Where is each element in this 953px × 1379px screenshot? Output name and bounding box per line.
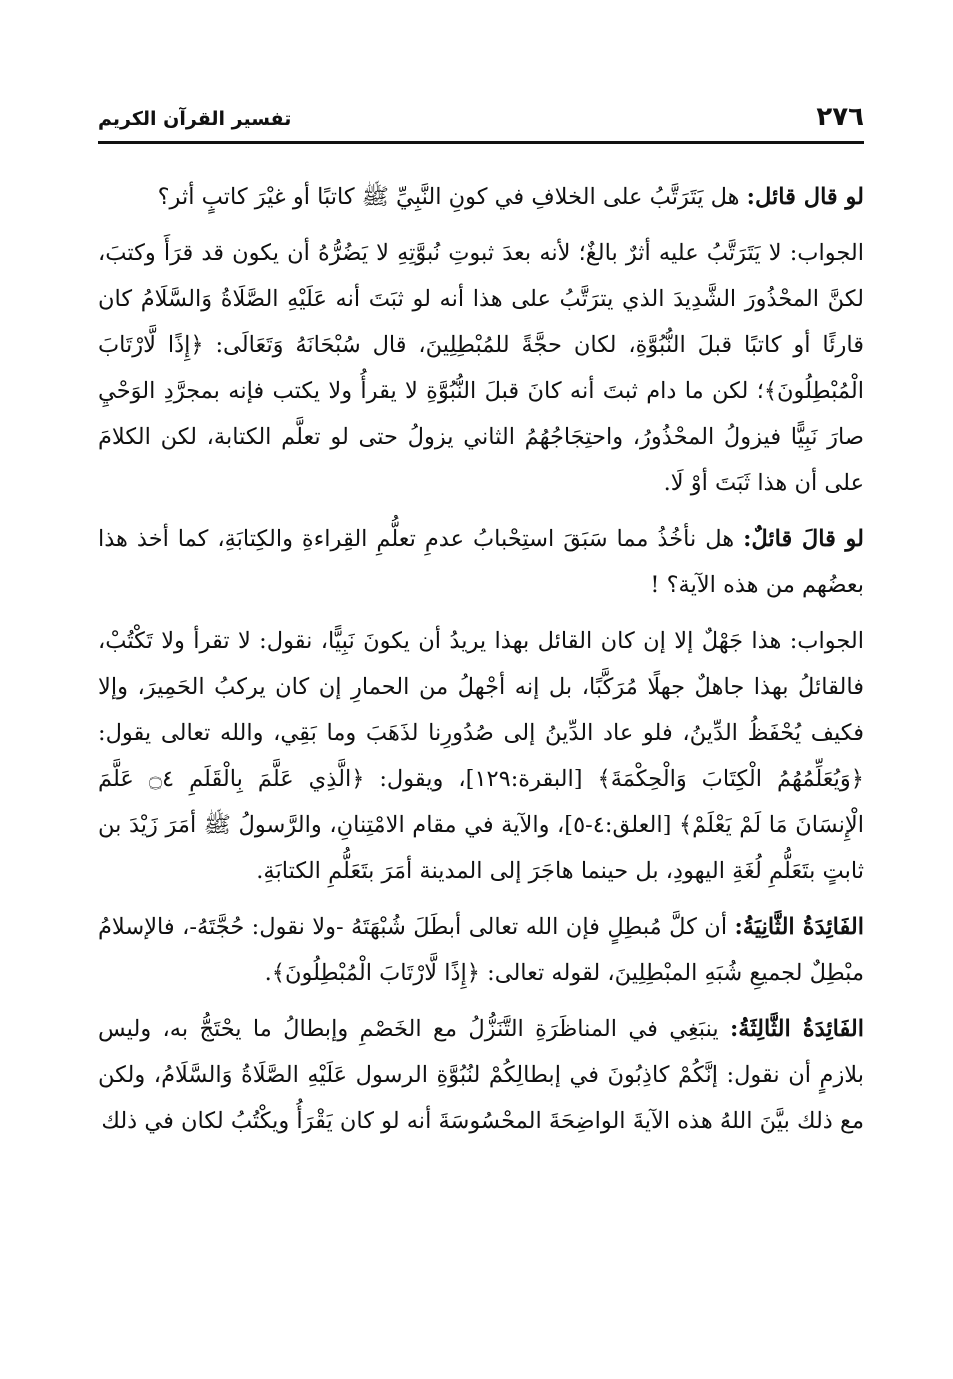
paragraph-text: أن كلَّ مُبطِلٍ فإن الله تعالى أبطَلَ شُبْهَتَهُ -ولا نقول: حُجَّتَهُ-، فالإسلامُ مبْطِلٌ لجميعِ شُبَهِ المبْطِلِينَ، لقوله تعالى: ﴿إِذًا لَّارْتَابَ الْمُبْطِلُونَ﴾. bbox=[98, 914, 864, 986]
paragraph bbox=[98, 230, 864, 506]
paragraph bbox=[98, 516, 864, 608]
page-header bbox=[98, 100, 864, 144]
paragraph-text: هل يَتَرَتَّبُ على الخلافِ في كونِ النَّبِيِّ ﷺ كاتبًا أو غيْرَ كاتبٍ أثر؟ bbox=[157, 184, 747, 210]
paragraph bbox=[98, 618, 864, 894]
paragraph bbox=[98, 1006, 864, 1144]
paragraph bbox=[98, 174, 864, 220]
paragraph-text: الجواب: هذا جَهْلٌ إلا إن كان القائل بهذا يريدُ أن يكونَ نَبِيًّا، نقول: لا تقرأ ولا تَكْتُبْ، فالقائلُ بهذا جاهلٌ جهلًا مُرَكَّبًا، بل إنه أجْهلُ من الحمارِ إن كان يركبُ الحَمِيرَ، وإلا فكيف يُحْفَظُ الدِّينُ، فلو عاد الدِّينُ إلى صُدُورِنا لذَهَبَ وما بَقِي، والله تعالى يقول: ﴿وَيُعَلِّمُهُمُ الْكِتَابَ وَالْحِكْمَةَ﴾ [البقرة:١٢٩]، ويقول: ﴿الَّذِي عَلَّمَ بِالْقَلَمِ ۝٤ عَلَّمَ الْإِنسَانَ مَا لَمْ يَعْلَمْ﴾ [العلق:٤-٥]، والآية في مقام الامْتِنانِ، والرَّسولُ ﷺ أمَرَ زَيْدَ بن ثابتٍ بتَعَلُّمِ لُغَةِ اليهودِ، بل حينما هاجَرَ إلى المدينة أمَرَ بتَعَلُّمِ الكتابَةِ. bbox=[98, 628, 864, 884]
paragraph bbox=[98, 904, 864, 996]
paragraph-lead: الفَائِدَةُ الثَّانِيَةُ: bbox=[734, 914, 864, 940]
book-title: تفسير القرآن الكريم bbox=[98, 108, 292, 130]
paragraph-lead: لو قال قائل: bbox=[746, 184, 864, 210]
paragraph-text: الجواب: لا يَتَرَتَّبُ عليه أثرٌ بالغٌ؛ لأنه بعدَ ثبوتِ نُبوَّتِهِ لا يَضُرُّهُ أن يكون قد قرَأَ وكتبَ، لكنَّ المحْذُورَ الشَّدِيدَ الذي يترَتَّبُ على هذا أنه لو ثبَتَ أنه عَلَيْهِ الصَّلَاةُ وَالسَّلَامُ كان قارئًا أو كاتبًا قبلَ النُّبُوَّةِ، لكان حجَّةً للمُبْطِلِينَ، قال سُبْحَانَهُ وَتَعَالَى: ﴿إِذًا لَّارْتَابَ الْمُبْطِلُونَ﴾؛ لكن ما دام ثبتَ أنه كانَ قبلَ النُّبُوَّةِ لا يقرأُ ولا يكتب فإنه بمجرَّدِ الوَحْيِ صارَ نَبِيًّا فيزولُ المحْذُورُ، واحتِجَاجُهُمُ الثاني يزولُ حتى لو تعلَّم الكتابة، لكن الكلامَ على أن هذا ثَبَتَ أوْ لَا. bbox=[98, 240, 864, 496]
paragraph-lead: لو قالَ قائلٌ: bbox=[743, 526, 865, 552]
paragraph-text: ينبَغِي في المناظَرَةِ التَّنَزُّلُ مع الخَصْمِ وإبطالُ ما يحْتَجُّ به، وليس بلازمٍ أن نقول: إنَّكُمْ كاذِبُونَ في إبطالِكُمْ لنُبُوَّةِ الرسول عَلَيْهِ الصَّلَاةُ وَالسَّلَامُ، ولكن مع ذلك بيَّنَ اللهُ هذه الآيةَ الواضِحَةَ المحْسُوسَةَ أنه لو كان يَقْرَأُ ويكْتُبُ لكان في ذلك bbox=[98, 1016, 864, 1134]
page-number: ٢٧٦ bbox=[816, 102, 864, 132]
body-text bbox=[98, 174, 864, 1144]
paragraph-text: هل نأخُذُ مما سَبَقَ استِحْبابُ عدمِ تعلُّمِ القِراءةِ والكِتابَةِ، كما أخذ هذا بعضُهم من هذه الآية؟ ! bbox=[98, 526, 864, 598]
paragraph-lead: الفَائِدَةُ الثَّالِثَةُ: bbox=[730, 1016, 864, 1042]
document-page bbox=[98, 100, 864, 1360]
